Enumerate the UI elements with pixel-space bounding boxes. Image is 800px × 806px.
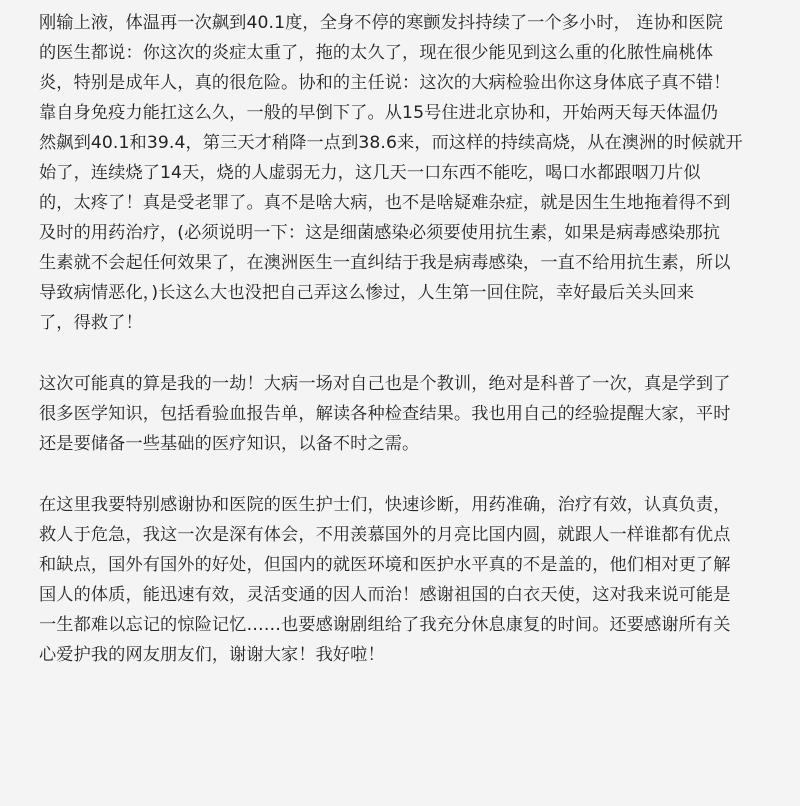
text-line: 的，太疼了！真是受老罪了。真不是啥大病，也不是啥疑难杂症，就是因生生地拖着得不到 [39,193,731,213]
paragraph-spacer [39,338,790,369]
text-line: 一生都难以忘记的惊险记忆……也要感谢剧组给了我充分休息康复的时间。还要感谢所有关 [39,615,731,635]
text-line: 生素就不会起任何效果了，在澳洲医生一直纠结于我是病毒感染，一直不给用抗生素，所以 [39,253,731,273]
text-line: 靠自身免疫力能扛这么久，一般的早倒下了。从15号住进北京协和，开始两天每天体温仍 [39,103,718,123]
text-line: 国人的体质，能迅速有效，灵活变通的因人而治！感谢祖国的白衣天使，这对我来说可能是 [39,585,731,605]
text-line: 救人于危急，我这一次是深有体会，不用羡慕国外的月亮比国内圆，就跟人一样谁都有优点 [39,525,731,545]
text-line: 很多医学知识，包括看验血报告单，解读各种检查结果。我也用自己的经验提醒大家，平时 [39,404,731,424]
paragraph-lesson [39,369,790,459]
text-line: 导致病情恶化，)长这么大也没把自己弄这么惨过，人生第一回住院，幸好最后关头回来 [39,283,695,303]
text-line: 始了，连续烧了14天，烧的人虚弱无力，这几天一口东西不能吃，喝口水都跟咽刀片似 [39,163,701,183]
text-line: 及时的用药治疗，(必须说明一下：这是细菌感染必须要使用抗生素，如果是病毒感染那抗 [39,223,721,243]
text-line: 还是要储备一些基础的医疗知识，以备不时之需。 [39,434,420,454]
text-line: 然飙到40.1和39.4，第三天才稍降一点到38.6来，而这样的持续高烧，从在澳洲的时候就开 [39,133,743,153]
text-line: 和缺点，国外有国外的好处，但国内的就医环境和医护水平真的不是盖的，他们相对更了解 [39,555,731,575]
text-line: 心爱护我的网友朋友们，谢谢大家！我好啦！ [39,645,385,665]
paragraph-hospital-story [39,8,790,338]
text-line: 了，得救了！ [39,313,143,333]
paragraph-spacer [39,459,790,490]
text-line: 在这里我要特别感谢协和医院的医生护士们，快速诊断，用药准确，治疗有效，认真负责， [39,495,731,515]
text-line: 的医生都说：你这次的炎症太重了，拖的太久了，现在很少能见到这么重的化脓性扁桃体 [39,43,714,63]
text-line: 这次可能真的算是我的一劫！大病一场对自己也是个教训，绝对是科普了一次，真是学到了 [39,374,731,394]
text-line: 刚输上液，体温再一次飙到40.1度，全身不停的寒颤发抖持续了一个多小时， 连协和医院 [39,13,723,33]
paragraph-thanks [39,490,790,670]
text-line: 炎，特别是成年人，真的很危险。协和的主任说：这次的大病检验出你这身体底子真不错！ [39,73,731,93]
